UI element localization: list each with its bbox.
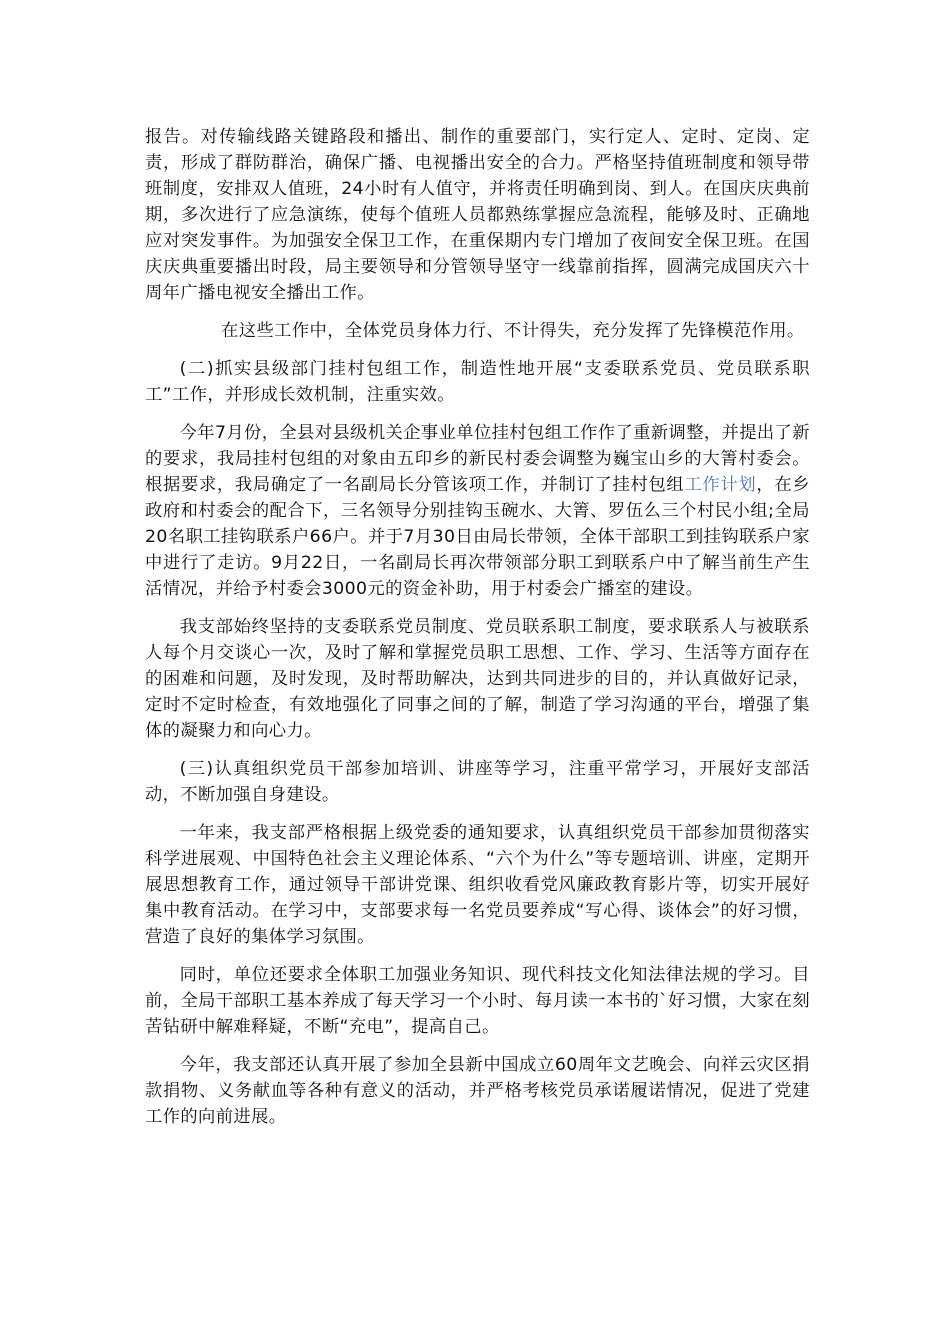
paragraph-study-habits: 同时，单位还要求全体职工加强业务知识、现代科技文化知法律法规的学习。目前，全局干部职工基本养成了每天学习一个小时、每月读一本书的`好习惯，大家在刻苦钻研中解难释疑，不断“充电”，提高自己。	[145, 965, 810, 1037]
paragraph-village-work-before: 今年7月份，全县对县级机关企事业单位挂村包组工作作了重新调整，并提出了新的要求，我局挂村包组的对象由五印乡的新民村委会调整为巍宝山乡的大箐村委会。根据要求，我局确定了一名副局长分管该项工作，并制订了挂村包组	[145, 423, 810, 495]
section-heading-2: (二)抓实县级部门挂村包组工作，制造性地开展“支委联系党员、党员联系职工”工作，并形成长效机制，注重实效。	[145, 359, 810, 405]
paragraph-party-members-role: 在这些工作中，全体党员身体力行、不计得失，充分发挥了先锋模范作用。	[221, 321, 805, 341]
paragraph-training: 一年来，我支部严格根据上级党委的通知要求，认真组织党员干部参加贯彻落实科学进展观、中国特色社会主义理论体系、“六个为什么”等专题培训、讲座，定期开展思想教育工作，通过领导干部讲党课、组织收看党风廉政教育影片等，切实开展好集中教育活动。在学习中，支部要求每一名党员要养成“写心得、谈体会”的好习惯，营造了良好的集体学习氛围。	[145, 823, 810, 947]
paragraph-contact-system: 我支部始终坚持的支委联系党员制度、党员联系职工制度，要求联系人与被联系人每个月交谈心一次，及时了解和掌握党员职工思想、工作、学习、生活等方面存在的困难和问题，及时发现，及时帮助解决，达到共同进步的目的，并认真做好记录，定时不定时检查，有效地强化了同事之间的了解，制造了学习沟通的平台，增强了集体的凝聚力和向心力。	[145, 617, 810, 741]
work-plan-link[interactable]: 工作计划	[684, 475, 757, 495]
document-body	[145, 124, 810, 1142]
section-heading-3: (三)认真组织党员干部参加培训、讲座等学习，注重平常学习，开展好支部活动，不断加强自身建设。	[145, 759, 810, 805]
paragraph-safety-broadcast: 报告。对传输线路关键路段和播出、制作的重要部门，实行定人、定时、定岗、定责，形成了群防群治，确保广播、电视播出安全的合力。严格坚持值班制度和领导带班制度，安排双人值班，24小时有人值守，并将责任明确到岗、到人。在国庆庆典前期，多次进行了应急演练，使每个值班人员都熟练掌握应急流程，能够及时、正确地应对突发事件。为加强安全保卫工作，在重保期内专门增加了夜间安全保卫班。在国庆庆典重要播出时段，局主要领导和分管领导坚守一线靠前指挥，圆满完成国庆六十周年广播电视安全播出工作。	[145, 127, 810, 303]
paragraph-activities: 今年，我支部还认真开展了参加全县新中国成立60周年文艺晚会、向祥云灾区捐款捐物、义务献血等各种有意义的活动，并严格考核党员承诺履诺情况，促进了党建工作的向前进展。	[145, 1055, 810, 1127]
paragraph-village-work-after: ，在乡政府和村委会的配合下，三名领导分别挂钩玉碗水、大箐、罗伍么三个村民小组;全局20名职工挂钩联系户66户。并于7月30日由局长带领，全体干部职工到挂钩联系户家中进行了走访。9月22日，一名副局长再次带领部分职工到联系户中了解当前生产生活情况，并给予村委会3000元的资金补助，用于村委会广播室的建设。	[145, 475, 810, 599]
paragraph-village-work	[145, 420, 810, 602]
